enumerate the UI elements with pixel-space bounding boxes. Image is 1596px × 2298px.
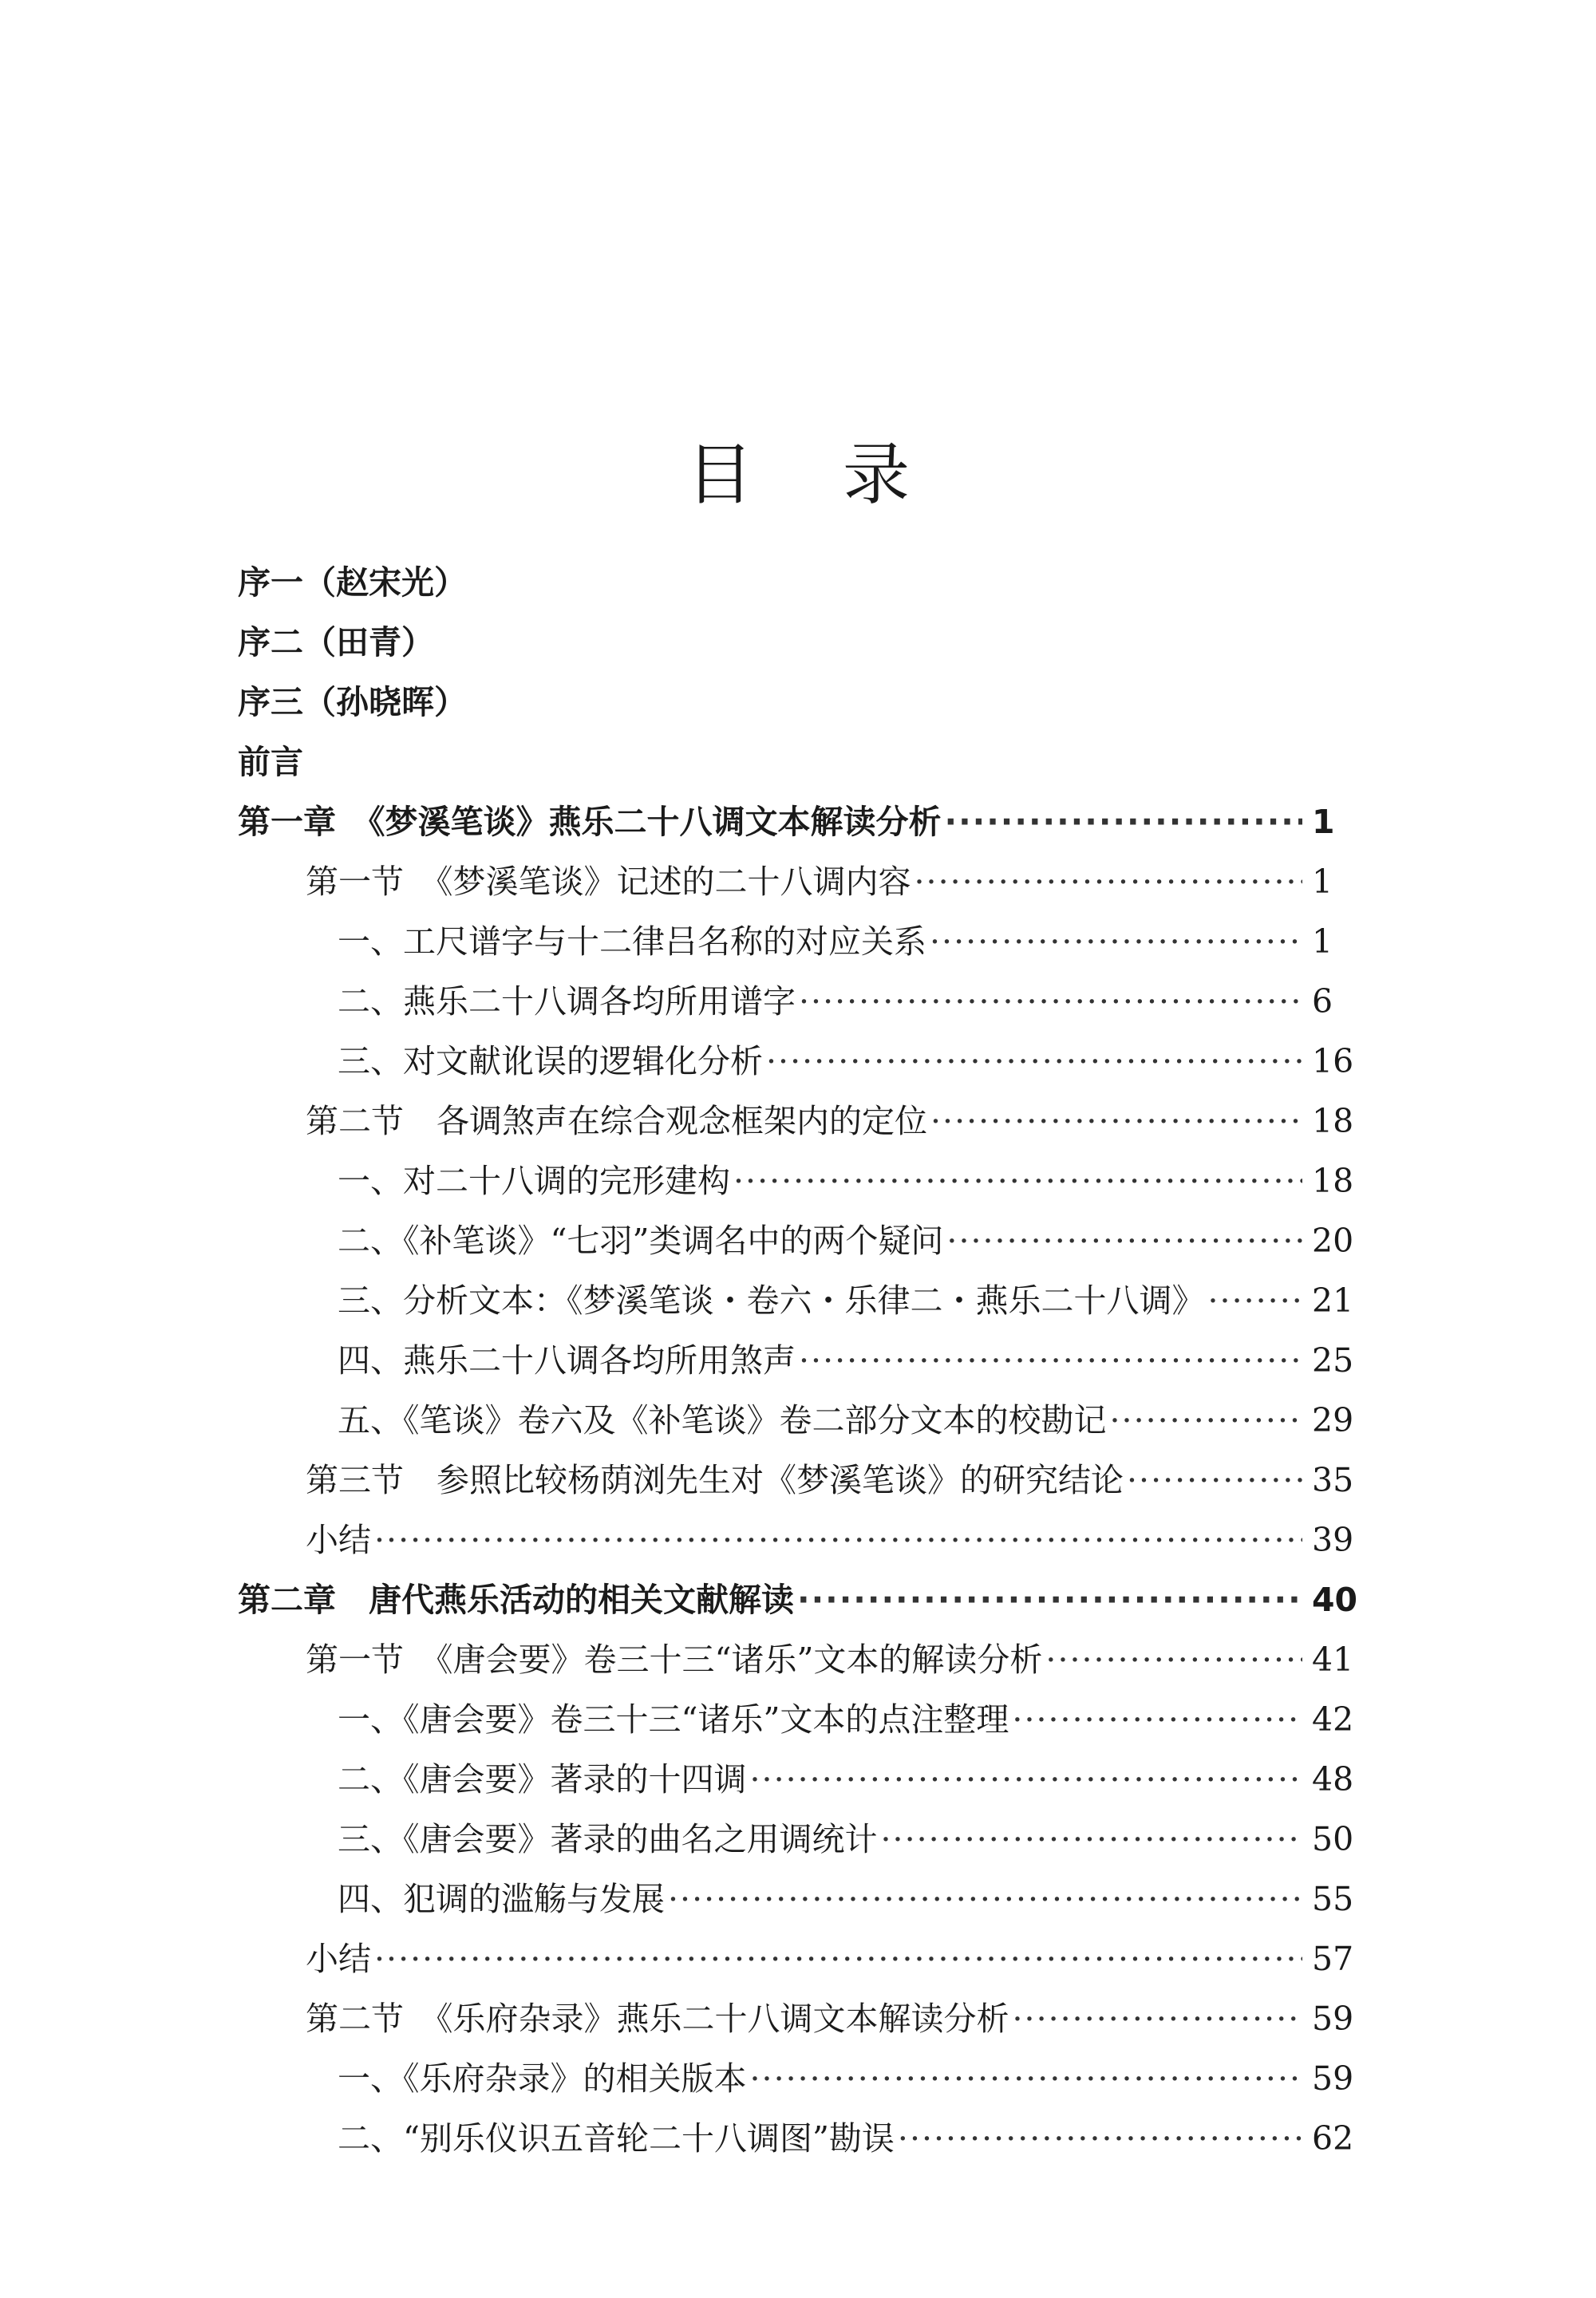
toc-leader-dots: [915, 858, 1303, 906]
toc-entry-label: 一、《唐会要》卷三十三“诸乐”文本的点注整理: [338, 1700, 1009, 1739]
toc-entry-label: 第三节 参照比较杨荫浏先生对《梦溪笔谈》的研究结论: [306, 1461, 1124, 1499]
toc-entry-page: 21: [1312, 1281, 1354, 1320]
toc-entry-page: 20: [1312, 1222, 1354, 1260]
toc-entry-label: 第一节 《梦溪笔谈》记述的二十八调内容: [306, 863, 911, 901]
toc-entry-page: 1: [1312, 863, 1333, 901]
toc-entry-label: 一、工尺谱字与十二律吕名称的对应关系: [338, 922, 926, 961]
toc-entry-label: 三、分析文本：《梦溪笔谈・卷六・乐律二・燕乐二十八调》: [338, 1281, 1205, 1320]
toc-entry: [338, 2114, 1357, 2162]
toc-entry-page: 41: [1312, 1641, 1354, 1679]
toc-entry-page: 25: [1312, 1341, 1354, 1380]
toc-entry: [238, 798, 1357, 846]
toc-entry-page: 55: [1312, 1880, 1354, 1918]
toc-entry: [306, 858, 1357, 906]
toc-entry-page: 1: [1312, 803, 1335, 841]
toc-entry-label: 第一节 《唐会要》卷三十三“诸乐”文本的解读分析: [306, 1641, 1043, 1679]
toc-leader-dots: [881, 1815, 1303, 1863]
toc-entry: [306, 1995, 1357, 2043]
toc-entry: [238, 738, 1357, 786]
toc-leader-dots: [1013, 1995, 1303, 2043]
toc-leader-dots: [668, 1875, 1302, 1923]
toc-entry: [338, 2055, 1357, 2103]
toc-entry-label: 二、《补笔谈》“七羽”类调名中的两个疑问: [338, 1222, 944, 1260]
toc-leader-dots: [374, 1516, 1302, 1564]
toc-entry-label: 二、“别乐仪识五音轮二十八调图”勘误: [338, 2119, 895, 2158]
toc-entry: [338, 1815, 1357, 1863]
toc-entry-label: 五、《笔谈》卷六及《补笔谈》卷二部分文本的校勘记: [338, 1401, 1107, 1439]
toc-entry: [306, 1516, 1357, 1564]
toc-entry: [338, 1277, 1357, 1325]
toc-entry-label: 第二节 《乐府杂录》燕乐二十八调文本解读分析: [306, 2000, 1009, 2038]
toc-leader-dots: [1127, 1456, 1302, 1504]
toc-entry-label: 第二章 唐代燕乐活动的相关文献解读: [238, 1581, 794, 1619]
toc-entry-page: 16: [1312, 1042, 1354, 1080]
toc-entry-page: 35: [1312, 1461, 1354, 1499]
toc-entry: [306, 1456, 1357, 1504]
toc-entry-label: 三、《唐会要》著录的曲名之用调统计: [338, 1820, 878, 1858]
toc-leader-dots: [797, 1576, 1302, 1624]
toc-entry: [306, 1636, 1357, 1684]
toc-entry: [338, 1217, 1357, 1265]
toc-entry-page: 59: [1312, 2000, 1354, 2038]
toc-entry-label: 二、燕乐二十八调各均所用谱字: [338, 982, 796, 1021]
toc-entry-label: 小结: [306, 1521, 371, 1559]
toc-leader-dots: [946, 1217, 1302, 1265]
toc-leader-dots: [766, 1037, 1302, 1085]
toc-entry-label: 第二节 各调煞声在综合观念框架内的定位: [306, 1102, 927, 1140]
toc-entry-label: 二、《唐会要》著录的十四调: [338, 1760, 747, 1799]
toc-entry-page: 39: [1312, 1521, 1354, 1559]
toc-leader-dots: [750, 2055, 1303, 2103]
toc-entry-label: 第一章 《梦溪笔谈》燕乐二十八调文本解读分析: [238, 803, 942, 841]
toc-entry-label: 一、《乐府杂录》的相关版本: [338, 2059, 747, 2098]
toc-entry: [306, 1935, 1357, 1983]
toc-leader-dots: [750, 1755, 1303, 1803]
toc-leader-dots: [898, 2114, 1302, 2162]
toc-entry-label: 序一（赵宋光）: [238, 563, 467, 602]
toc-entry-label: 前言: [238, 743, 303, 781]
toc-entry-page: 57: [1312, 1940, 1354, 1978]
toc-entry: [238, 678, 1357, 726]
toc-entry: [338, 1875, 1357, 1923]
toc-entry-page: 18: [1312, 1102, 1354, 1140]
toc-entry-page: 29: [1312, 1401, 1354, 1439]
toc-entry: [238, 559, 1357, 606]
toc-entry-label: 四、犯调的滥觞与发展: [338, 1880, 665, 1918]
toc-entry-page: 50: [1312, 1820, 1354, 1858]
toc-entry: [338, 1396, 1357, 1444]
toc-entry: [338, 1157, 1357, 1205]
toc-leader-dots: [1012, 1696, 1302, 1743]
toc-entry-page: 18: [1312, 1162, 1354, 1200]
toc-leader-dots: [930, 1097, 1302, 1145]
toc-entry-label: 一、对二十八调的完形建构: [338, 1162, 730, 1200]
toc-leader-dots: [945, 798, 1303, 846]
toc-entry: [338, 1755, 1357, 1803]
toc-entry-page: 6: [1312, 982, 1333, 1021]
toc-entry: [338, 1037, 1357, 1085]
toc-entry: [338, 1696, 1357, 1743]
toc-entry-label: 三、对文献讹误的逻辑化分析: [338, 1042, 763, 1080]
toc-entry: [306, 1097, 1357, 1145]
title-char-2: 录: [843, 436, 911, 514]
toc-entry: [338, 1337, 1357, 1384]
toc-entry-page: 1: [1312, 922, 1333, 961]
toc-leader-dots: [733, 1157, 1302, 1205]
toc-leader-dots: [799, 977, 1302, 1025]
toc-entry: [238, 1576, 1357, 1624]
toc-entry-label: 小结: [306, 1940, 371, 1978]
toc-entry-page: 42: [1312, 1700, 1354, 1739]
toc-leader-dots: [1110, 1396, 1303, 1444]
toc-entry-label: 四、燕乐二十八调各均所用煞声: [338, 1341, 796, 1380]
toc-entry-page: 40: [1312, 1581, 1358, 1619]
toc-entry-label: 序三（孙晓晖）: [238, 683, 467, 721]
toc-entry-page: 48: [1312, 1760, 1354, 1799]
title-char-1: 目: [685, 436, 753, 514]
toc-entry-label: 序二（田青）: [238, 623, 434, 661]
toc-leader-dots: [374, 1935, 1302, 1983]
toc-leader-dots: [930, 918, 1302, 965]
toc-entry-page: 62: [1312, 2119, 1354, 2158]
toc-entry-page: 59: [1312, 2059, 1354, 2098]
toc-leader-dots: [799, 1337, 1302, 1384]
toc-entry: [338, 918, 1357, 965]
toc-entry: [238, 618, 1357, 666]
toc-leader-dots: [1045, 1636, 1302, 1684]
toc-leader-dots: [1208, 1277, 1303, 1325]
toc-entry: [338, 977, 1357, 1025]
